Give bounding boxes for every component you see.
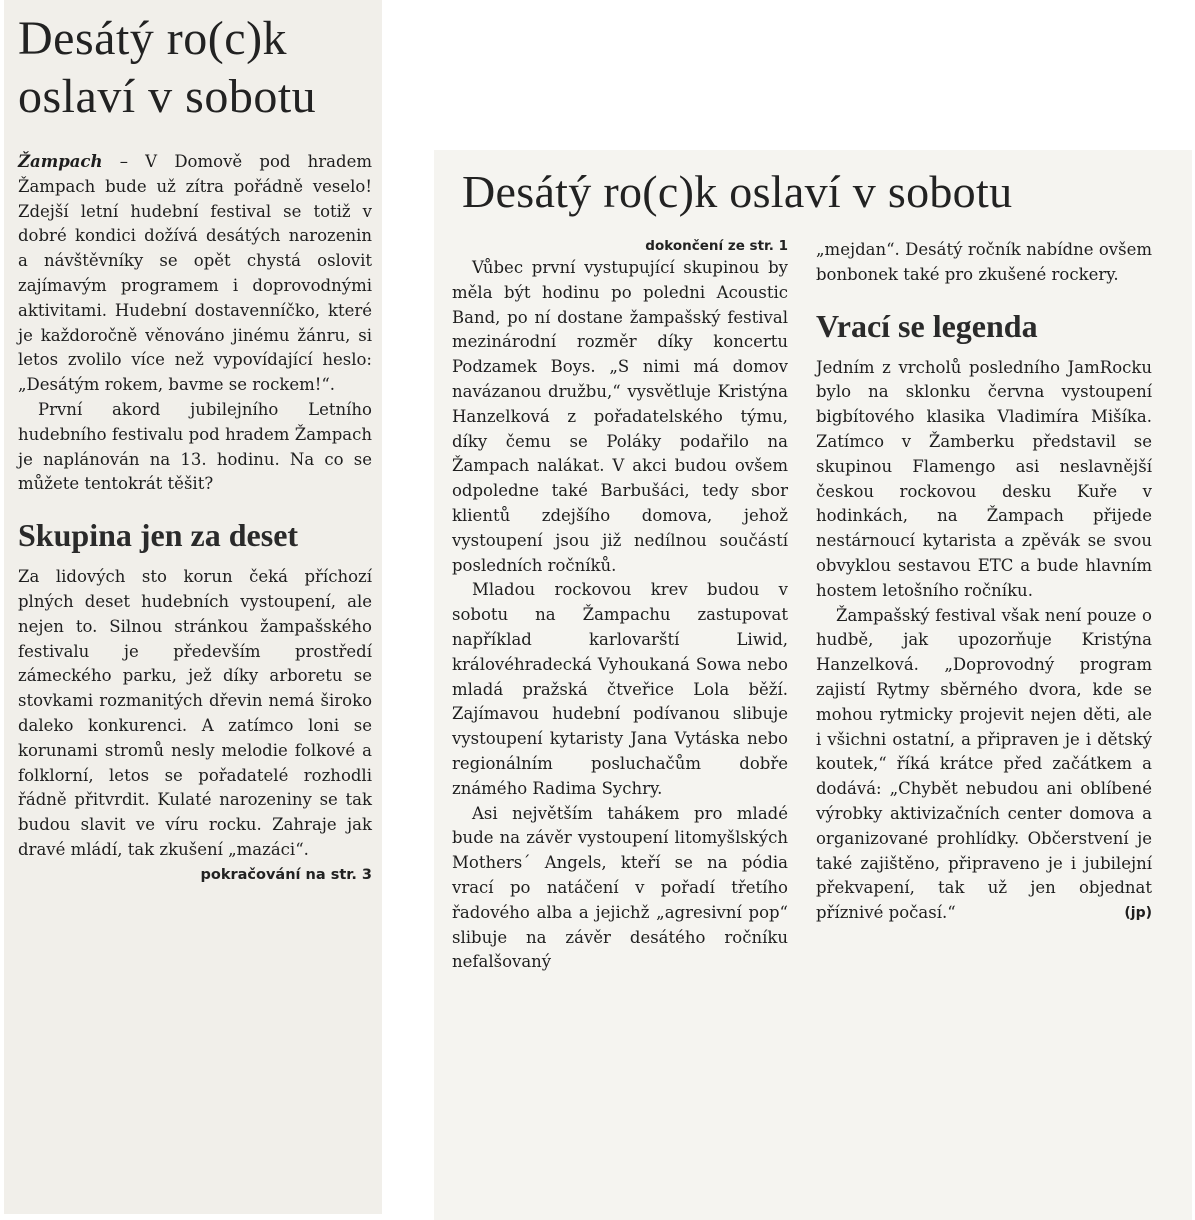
right-col1-paragraph-2: Mladou rockovou krev budou v sobotu na Žampachu zastupovat například karlovarští Liwid, královéhradecká Vyhoukaná Sowa nebo mladá pražská čtveřice Lola běží. Zajímavou hudební podívanou slibuje vystoupení kytaristy Jana Vytáska nebo regionálním posluchačům dobře známého Radima Sychry. — [452, 580, 788, 798]
left-paragraph-3: Za lidových sto korun čeká příchozí plných deset hudebních vystoupení, ale nejen to. Silnou stránkou žampašského festivalu je především prostředí zámeckého parku, jež díky arboretu se stovkami rozmanitých dřevin nemá široko daleko konkurenci. A zatímco loni se korunami stromů nesly melodie folkové a folklorní, letos se pořadatelé rozhodli řádně přitvrdit. Kulaté narozeniny se tak budou slavit ve víru rocku. Zahraje jak dravé mládí, tak zkušení „mazáci“. — [18, 567, 372, 859]
dateline: Žampach — [18, 152, 103, 171]
lead-text: – V Domově pod hradem Žampach bude už zítra pořádně veselo! Zdejší letní hudební festival se totiž v dobré kondici dožívá desátých narozenin a návštěvníky se opět chystá oslovit zajímavým programem i doprovodnými aktivitami. Hudební dostavenníčko, které je každoročně věnováno jinému žánru, si letos zvolilo více než vypovídající heslo: „Desátým rokem, bavme se rockem!“. — [18, 152, 372, 395]
from-page-note: dokončení ze str. 1 — [645, 238, 788, 254]
right-col1-paragraph-3: Asi největším tahákem pro mladé bude na závěr vystoupení litomyšlských Mothers´ Angels, kteří se na pódia vrací po natáčení v pořadí třetího řadového alba a jejichž „agresivní pop“ slibuje na závěr desátého ročníku nefalšovaný — [452, 803, 788, 972]
right-col2-paragraph-1: „mejdan“. Desátý ročník nabídne ovšem bonbonek také pro zkušené rockery. — [816, 240, 1152, 284]
left-headline-line1: Desátý ro(c)k — [18, 12, 288, 65]
right-subhead: Vrací se legenda — [816, 307, 1038, 344]
right-column-2 — [816, 238, 1152, 926]
left-paragraph-2: První akord jubilejního Letního hudebního festivalu pod hradem Žampach je naplánován na 13. hodinu. Na co se můžete tentokrát těšit? — [18, 399, 372, 494]
right-col2-paragraph-3-text: Žampašský festival však není pouze o hudbě, jak upozorňuje Kristýna Hanzelková. „Doprovodný program zajistí Rytmy sběrného dvora, kde se mohou rytmicky projevit nejen děti, ale i všichni ostatní, a připraven je i dětský koutek,“ říká krátce před začátkem a dodává: „Chybět nebudou ani oblíbené výrobky aktivizačních center domova a organizované prohlídky. Občerstvení je také zajištěno, připraveno je i jubilejní překvapení, tak už jen objednat příznivé počasí.“ — [816, 605, 1152, 923]
right-column-1 — [452, 238, 788, 975]
left-lead-paragraph — [18, 150, 372, 398]
author-initials: (jp) — [1124, 905, 1152, 922]
right-col1-paragraph-1: Vůbec první vystupující skupinou by měla být hodinu po poledni Acoustic Band, po ní dostane žampašský festival mezinárodní rozměr díky koncertu Podzamek Boys. „S nimi má domov navázanou družbu,“ vysvětluje Kristýna Hanzelková z pořadatelského týmu, díky čemu se Poláky podařilo na Žampach nalákat. V akci budou ovšem odpoledne také Barbušáci, tedy sbor klientů zdejšího domova, jehož vystoupení jsou již nedílnou součástí posledních ročníků. — [452, 258, 788, 575]
left-subhead: Skupina jen za deset — [18, 517, 299, 554]
left-clipping — [4, 0, 382, 1214]
right-col2-paragraph-2: Jedním z vrcholů posledního JamRocku bylo na sklonku června vystoupení bigbítového klasika Vladimíra Mišíka. Zatímco v Žamberku představil se skupinou Flamengo asi neslavnější českou rockovou desku Kuře v hodinkách, na Žampach přijede nestárnoucí kytarista a zpěvák se svou obvyklou sestavou ETC a bude hlavním hostem letošního ročníku. — [816, 357, 1152, 600]
left-headline — [18, 10, 372, 126]
continued-note: pokračování na str. 3 — [200, 866, 372, 883]
right-headline: Desátý ro(c)k oslaví v sobotu — [462, 166, 1013, 217]
right-col2-paragraph-3 — [816, 604, 1152, 926]
right-clipping — [434, 150, 1192, 1220]
left-headline-line2: oslaví v sobotu — [18, 70, 317, 123]
right-columns — [452, 238, 1178, 975]
